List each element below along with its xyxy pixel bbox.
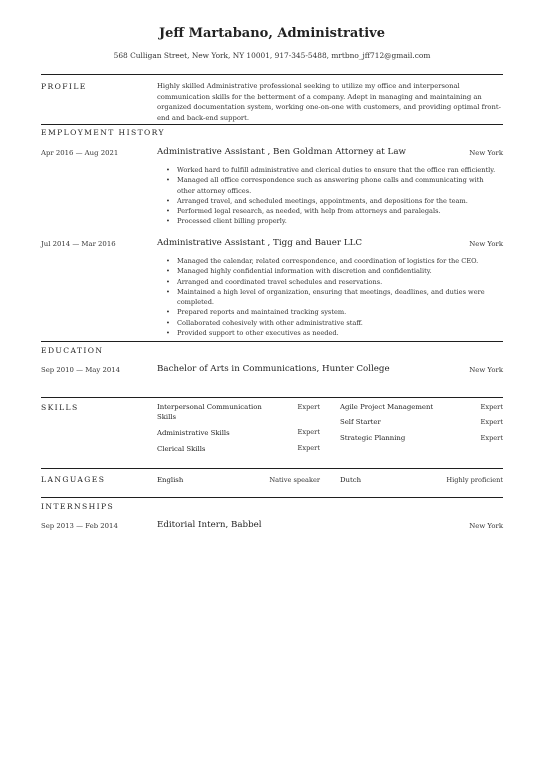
- skill-name: Strategic Planning: [340, 434, 406, 442]
- education-dates: Sep 2010 — May 2014: [41, 366, 120, 374]
- section-title-employment: EMPLOYMENT HISTORY: [41, 128, 165, 137]
- job-city: New York: [469, 240, 503, 248]
- section-title-internships: INTERNSHIPS: [41, 502, 115, 511]
- job-bullet: • Collaborated cohesively with other administrative staff.: [166, 318, 503, 328]
- skill-level: Expert: [480, 403, 503, 411]
- job-dates: Apr 2016 — Aug 2021: [41, 149, 119, 157]
- contact-line: 568 Culligan Street, New York, NY 10001, 917-345-5488, mrtbno_jff712@gmail.com: [113, 51, 431, 60]
- job-bullet: • Prepared reports and maintained tracking system.: [166, 307, 503, 317]
- job-bullet: • Processed client billing properly.: [166, 216, 503, 226]
- skill-name: Agile Project Management: [340, 403, 434, 411]
- profile-summary: Highly skilled Administrative professional seeking to utilize my office and interpersonal communication skills for the betterment of a company. Adept in managing and maintaining an organized documentation system, working one-on-one with customers, and providing optimal front-end and back-end support.: [157, 82, 501, 122]
- skill-level: Expert: [297, 444, 320, 452]
- language-name: English: [157, 476, 184, 484]
- job-bullet: • Managed all office correspondence such as answering phone calls and communicating with other attorney offices.: [166, 175, 503, 196]
- job-bullet: • Performed legal research, as needed, with help from attorneys and paralegals.: [166, 206, 503, 216]
- job-bullet: • Maintained a high level of organization, ensuring that meetings, deadlines, and duties were completed.: [166, 287, 503, 308]
- section-divider: [41, 497, 503, 498]
- job-bullet: • Managed the calendar, related correspondence, and coordination of logistics for the CEO.: [166, 256, 503, 266]
- skill-level: Expert: [297, 428, 320, 436]
- skill-level: Expert: [297, 403, 320, 411]
- section-divider: [41, 341, 503, 342]
- education-degree: Bachelor of Arts in Communications, Hunter College: [157, 364, 390, 374]
- section-divider: [41, 468, 503, 469]
- skill-level: Expert: [480, 418, 503, 426]
- skill-name: Interpersonal Communication Skills: [157, 403, 262, 421]
- section-divider: [41, 124, 503, 125]
- internship-city: New York: [469, 522, 503, 530]
- section-title-profile: PROFILE: [41, 82, 87, 91]
- section-divider: [41, 397, 503, 398]
- skill-name: Clerical Skills: [157, 445, 206, 453]
- language-name: Dutch: [340, 476, 362, 484]
- job-bullet: • Provided support to other executives as needed.: [166, 328, 503, 338]
- job-bullets: [166, 256, 503, 338]
- education-city: New York: [469, 366, 503, 374]
- job-bullet: • Worked hard to fulfill administrative and clerical duties to ensure that the office ran efficiently.: [166, 165, 503, 175]
- section-title-education: EDUCATION: [41, 346, 104, 355]
- job-bullet: • Managed highly confidential information with discretion and confidentiality.: [166, 266, 503, 276]
- job-bullet: • Arranged and coordinated travel schedules and reservations.: [166, 277, 503, 287]
- job-bullets: [166, 165, 503, 227]
- job-bullet: • Arranged travel, and scheduled meetings, appointments, and depositions for the team.: [166, 196, 503, 206]
- job-dates: Jul 2014 — Mar 2016: [41, 240, 116, 248]
- internship-dates: Sep 2013 — Feb 2014: [41, 522, 118, 530]
- skill-name: Self Starter: [340, 418, 381, 426]
- language-level: Highly proficient: [446, 476, 503, 484]
- job-title: Administrative Assistant , Tigg and Bauer LLC: [157, 238, 363, 248]
- job-city: New York: [469, 149, 503, 157]
- section-title-skills: SKILLS: [41, 403, 79, 412]
- section-divider: [41, 74, 503, 75]
- job-title: Administrative Assistant , Ben Goldman Attorney at Law: [157, 147, 406, 157]
- language-level: Native speaker: [269, 476, 320, 484]
- skill-name: Administrative Skills: [157, 429, 230, 437]
- skill-level: Expert: [480, 434, 503, 442]
- section-title-languages: LANGUAGES: [41, 475, 106, 484]
- candidate-name: Jeff Martabano, Administrative: [158, 26, 386, 41]
- internship-title: Editorial Intern, Babbel: [157, 520, 262, 530]
